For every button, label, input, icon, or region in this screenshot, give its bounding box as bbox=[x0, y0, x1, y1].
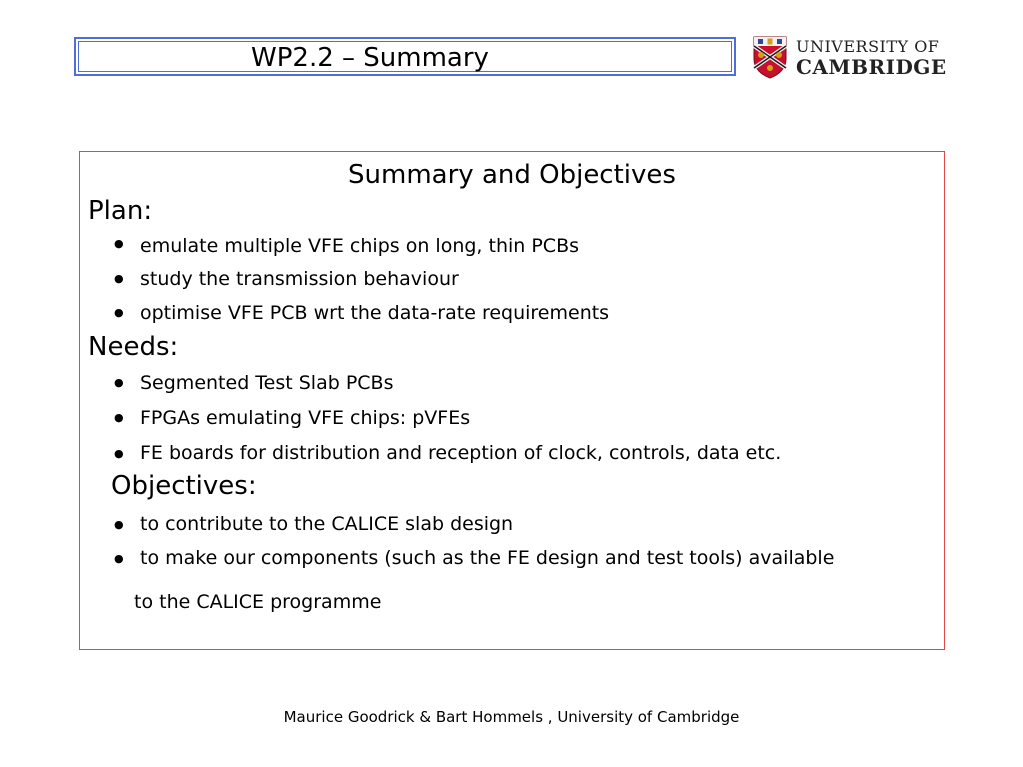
objectives-continuation: to the CALICE programme bbox=[134, 591, 382, 613]
needs-item-3: FE boards for distribution and reception of clock, controls, data etc. bbox=[140, 442, 782, 464]
plan-label: Plan: bbox=[88, 196, 153, 226]
bullet-icon: ● bbox=[114, 272, 124, 285]
needs-label: Needs: bbox=[88, 332, 179, 362]
logo-line-1: UNIVERSITY OF bbox=[796, 37, 940, 56]
needs-item-2: FPGAs emulating VFE chips: pVFEs bbox=[140, 407, 471, 429]
slide-footer: Maurice Goodrick & Bart Hommels , University of Cambridge bbox=[283, 708, 740, 726]
needs-item-1: Segmented Test Slab PCBs bbox=[140, 372, 394, 394]
logo-line-2: CAMBRIDGE bbox=[796, 55, 947, 79]
bullet-icon: ● bbox=[114, 518, 124, 531]
title-box bbox=[74, 37, 736, 76]
content-box bbox=[79, 151, 945, 650]
bullet-icon: ● bbox=[114, 552, 124, 565]
plan-item-3: optimise VFE PCB wrt the data-rate requirements bbox=[140, 302, 610, 324]
bullet-icon: ● bbox=[114, 306, 124, 319]
bullet-icon: ● bbox=[114, 411, 124, 424]
university-logo bbox=[752, 35, 948, 81]
content-heading: Summary and Objectives bbox=[348, 160, 676, 190]
bullet-icon: ● bbox=[114, 447, 124, 460]
objectives-label: Objectives: bbox=[111, 471, 257, 501]
objectives-item-1: to contribute to the CALICE slab design bbox=[140, 513, 514, 535]
bullet-icon: ● bbox=[114, 376, 124, 389]
objectives-item-2: to make our components (such as the FE design and test tools) available bbox=[140, 547, 835, 569]
plan-item-2: study the transmission behaviour bbox=[140, 268, 459, 290]
plan-item-1: emulate multiple VFE chips on long, thin PCBs bbox=[140, 235, 580, 257]
cambridge-crest-icon bbox=[752, 35, 788, 79]
slide-title: WP2.2 – Summary bbox=[251, 43, 489, 73]
bullet-icon: ● bbox=[114, 237, 124, 250]
